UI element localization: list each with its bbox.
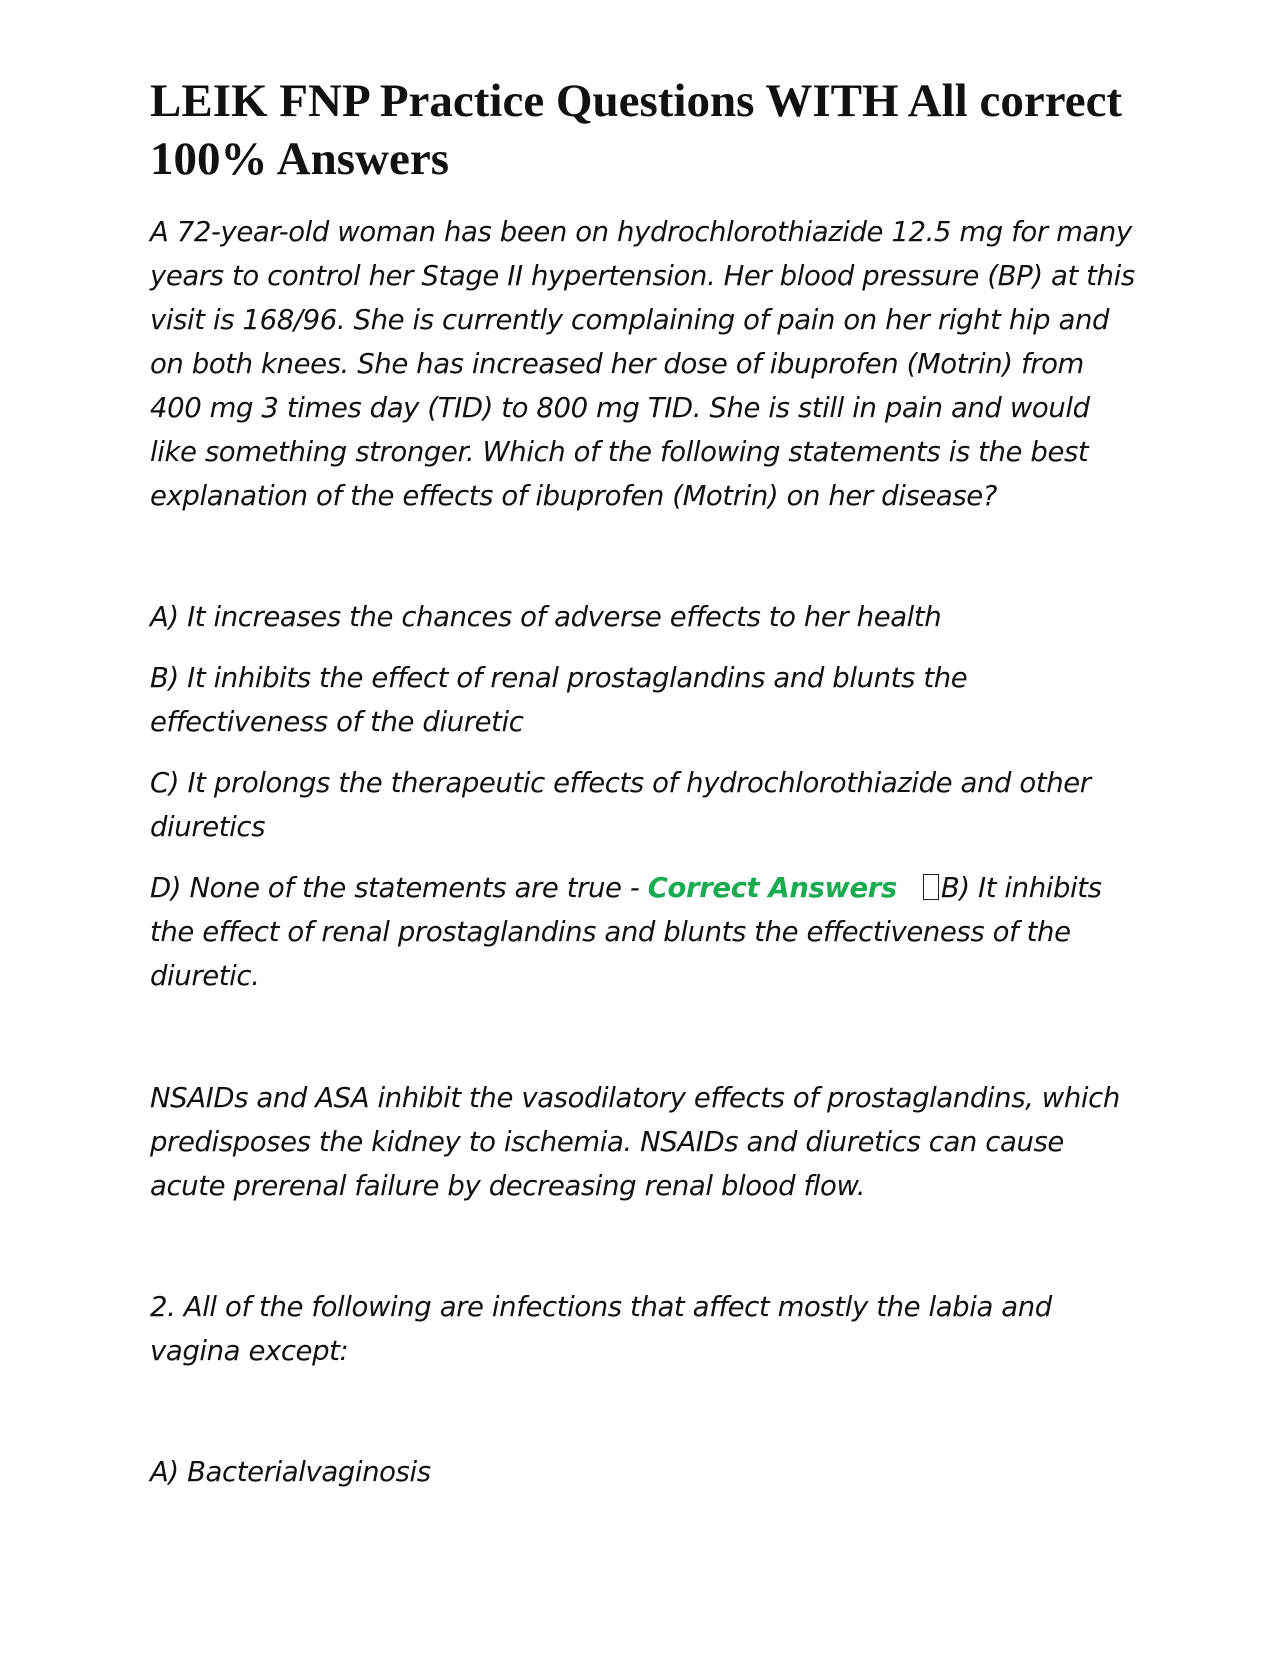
question-1-stem: A 72-year-old woman has been on hydrochlorothiazide 12.5 mg for many years to control her Stage II hypertension. Her blood pressure (BP) at this visit is 168/96. She is currently complaining of pain on her right hip and on both knees. She has increased her dose of ibuprofen (Motrin) from 400 mg 3 times day (TID) to 800 mg TID. She is still in pain and would like something stronger. Which of the following statements is the best explanation of the effects of ibuprofen (Motrin) on her disease? bbox=[150, 216, 1135, 512]
document-page bbox=[150, 72, 1140, 1511]
missing-glyph-box-icon bbox=[923, 874, 939, 900]
question-2-stem: 2. All of the following are infections that affect mostly the labia and vagina except: bbox=[150, 1291, 1052, 1367]
question-1-option-a: A) It increases the chances of adverse effects to her health bbox=[150, 601, 942, 633]
question-1-option-d-text: D) None of the statements are true - bbox=[150, 872, 648, 904]
question-1-option-d bbox=[150, 866, 1140, 998]
question-1-option-b: B) It inhibits the effect of renal prostaglandins and blunts the effectiveness of the diuretic bbox=[150, 662, 968, 738]
question-2-option-a: A) Bacterialvaginosis bbox=[150, 1456, 431, 1488]
correct-answers-label: Correct Answers bbox=[647, 872, 897, 904]
question-1-explanation: NSAIDs and ASA inhibit the vasodilatory effects of prostaglandins, which predisposes the kidney to ischemia. NSAIDs and diuretics can cause acute prerenal failure by decreasing renal blood flow. bbox=[150, 1082, 1120, 1202]
question-1-answer: B) It inhibits the effect of renal prostaglandins and blunts the effectiveness of the diuretic. bbox=[150, 872, 1102, 992]
document-title: LEIK FNP Practice Questions WITH All correct 100% Answers bbox=[150, 75, 1123, 185]
question-1-option-c: C) It prolongs the therapeutic effects of hydrochlorothiazide and other diuretics bbox=[150, 767, 1091, 843]
